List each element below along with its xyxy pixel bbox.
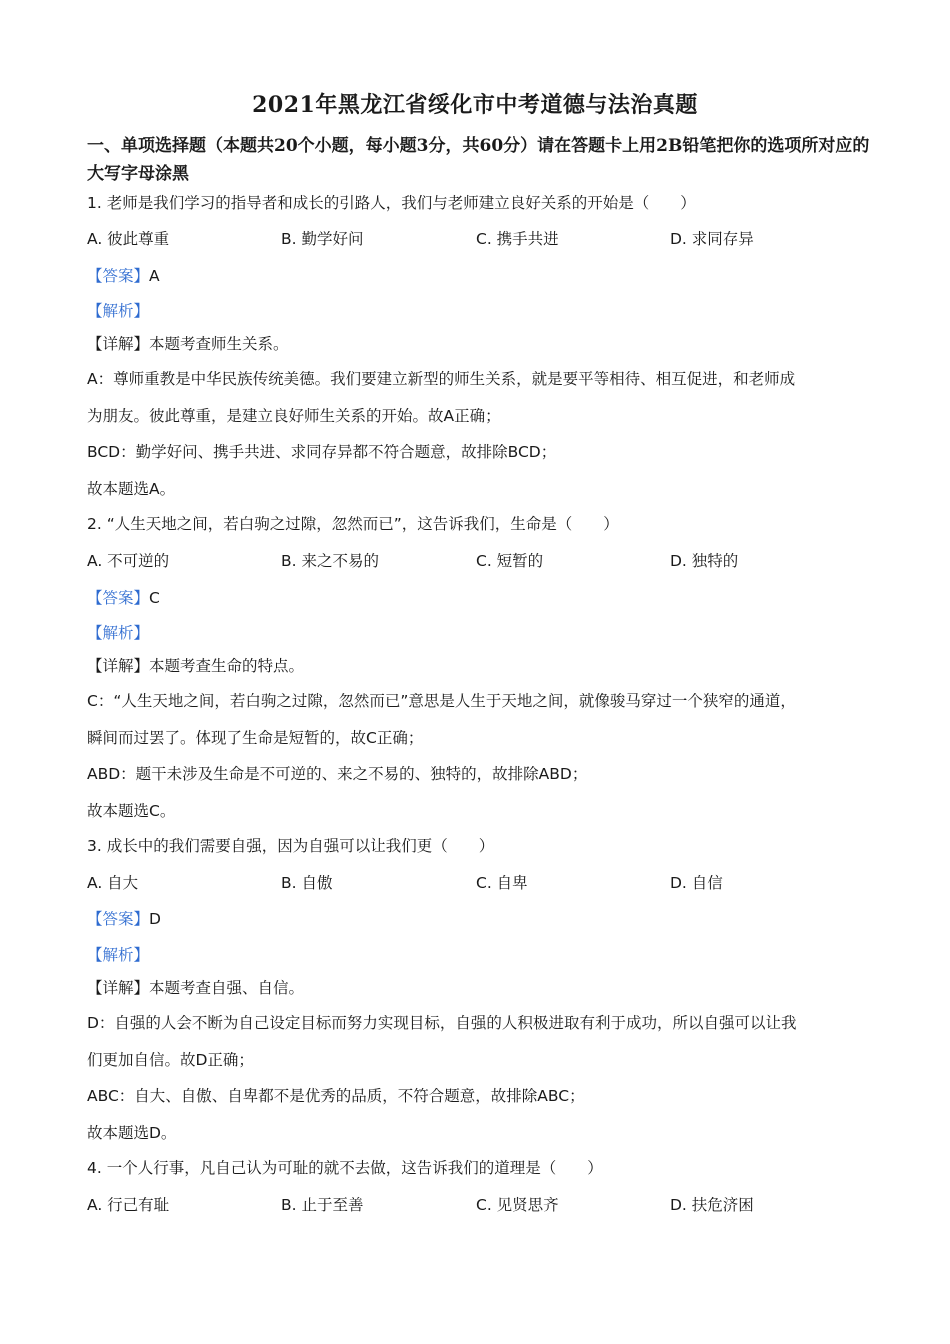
option-c: C. 见贤思齐 (476, 1196, 559, 1214)
detail-line (87, 333, 289, 355)
answer-line (87, 587, 160, 609)
option-c: C. 短暂的 (476, 552, 544, 570)
detail-line (87, 655, 304, 677)
answer-line (87, 265, 160, 287)
answer-value: C (149, 589, 160, 607)
analysis-tag: 【解析】 (87, 624, 150, 642)
analysis-text: ABD：题干未涉及生命是不可逆的、来之不易的、独特的，故排除ABD； (87, 765, 588, 783)
analysis-text: A：尊师重教是中华民族传统美德。我们要建立新型的师生关系，就是要平等相待、相互促进，和老师成 (87, 370, 796, 388)
analysis-text: 故本题选D。 (87, 1124, 177, 1142)
question-stem: 4. 一个人行事，凡自己认为可耻的就不去做，这告诉我们的道理是（ ） (87, 1159, 603, 1177)
option-c: C. 携手共进 (476, 230, 559, 248)
option-a: A. 行己有耻 (87, 1196, 170, 1214)
detail-tag: 【详解】 (87, 657, 150, 675)
option-a: A. 不可逆的 (87, 552, 170, 570)
option-d: D. 自信 (670, 874, 723, 892)
answer-line (87, 908, 161, 930)
section-heading: 一、单项选择题（本题共20个小题，每小题3分，共60分）请在答题卡上用2B铅笔把你的选项所对应的大写字母涂黑 (87, 136, 870, 184)
option-a: A. 彼此尊重 (87, 230, 170, 248)
detail-text: 本题考查师生关系。 (149, 335, 289, 353)
answer-tag: 【答案】 (87, 589, 150, 607)
question-stem: 2. “人生天地之间，若白驹之过隙，忽然而已”，这告诉我们，生命是（ ） (87, 515, 619, 533)
question-stem: 3. 成长中的我们需要自强，因为自强可以让我们更（ ） (87, 837, 495, 855)
detail-line (87, 977, 304, 999)
analysis-text: 故本题选C。 (87, 802, 176, 820)
analysis-text: BCD：勤学好问、携手共进、求同存异都不符合题意，故排除BCD； (87, 443, 557, 461)
page-title: 2021年黑龙江省绥化市中考道德与法治真题 (252, 92, 698, 118)
analysis-text: 们更加自信。故D正确； (87, 1051, 254, 1069)
detail-text: 本题考查生命的特点。 (149, 657, 305, 675)
option-d: D. 独特的 (670, 552, 739, 570)
analysis-tag: 【解析】 (87, 302, 150, 320)
analysis-text: 故本题选A。 (87, 480, 176, 498)
answer-value: A (149, 267, 160, 285)
option-b: B. 止于至善 (281, 1196, 364, 1214)
analysis-text: 为朋友。彼此尊重，是建立良好师生关系的开始。故A正确； (87, 407, 501, 425)
option-b: B. 勤学好问 (281, 230, 364, 248)
answer-tag: 【答案】 (87, 910, 150, 928)
option-c: C. 自卑 (476, 874, 528, 892)
detail-tag: 【详解】 (87, 335, 150, 353)
answer-tag: 【答案】 (87, 267, 150, 285)
analysis-text: D：自强的人会不断为自己设定目标而努力实现目标，自强的人积极进取有利于成功，所以自强可以让我 (87, 1014, 797, 1032)
answer-value: D (149, 910, 161, 928)
analysis-text: 瞬间而过罢了。体现了生命是短暂的，故C正确； (87, 729, 424, 747)
option-a: A. 自大 (87, 874, 139, 892)
analysis-tag: 【解析】 (87, 946, 150, 964)
detail-tag: 【详解】 (87, 979, 150, 997)
detail-text: 本题考查自强、自信。 (149, 979, 305, 997)
option-b: B. 自傲 (281, 874, 333, 892)
analysis-text: C：“人生天地之间，若白驹之过隙，忽然而已”意思是人生于天地之间，就像骏马穿过一个狭窄的通道， (87, 692, 796, 710)
question-stem: 1. 老师是我们学习的指导者和成长的引路人，我们与老师建立良好关系的开始是（ ） (87, 194, 696, 212)
option-d: D. 扶危济困 (670, 1196, 754, 1214)
option-b: B. 来之不易的 (281, 552, 379, 570)
analysis-text: ABC：自大、自傲、自卑都不是优秀的品质，不符合题意，故排除ABC； (87, 1087, 585, 1105)
option-d: D. 求同存异 (670, 230, 754, 248)
